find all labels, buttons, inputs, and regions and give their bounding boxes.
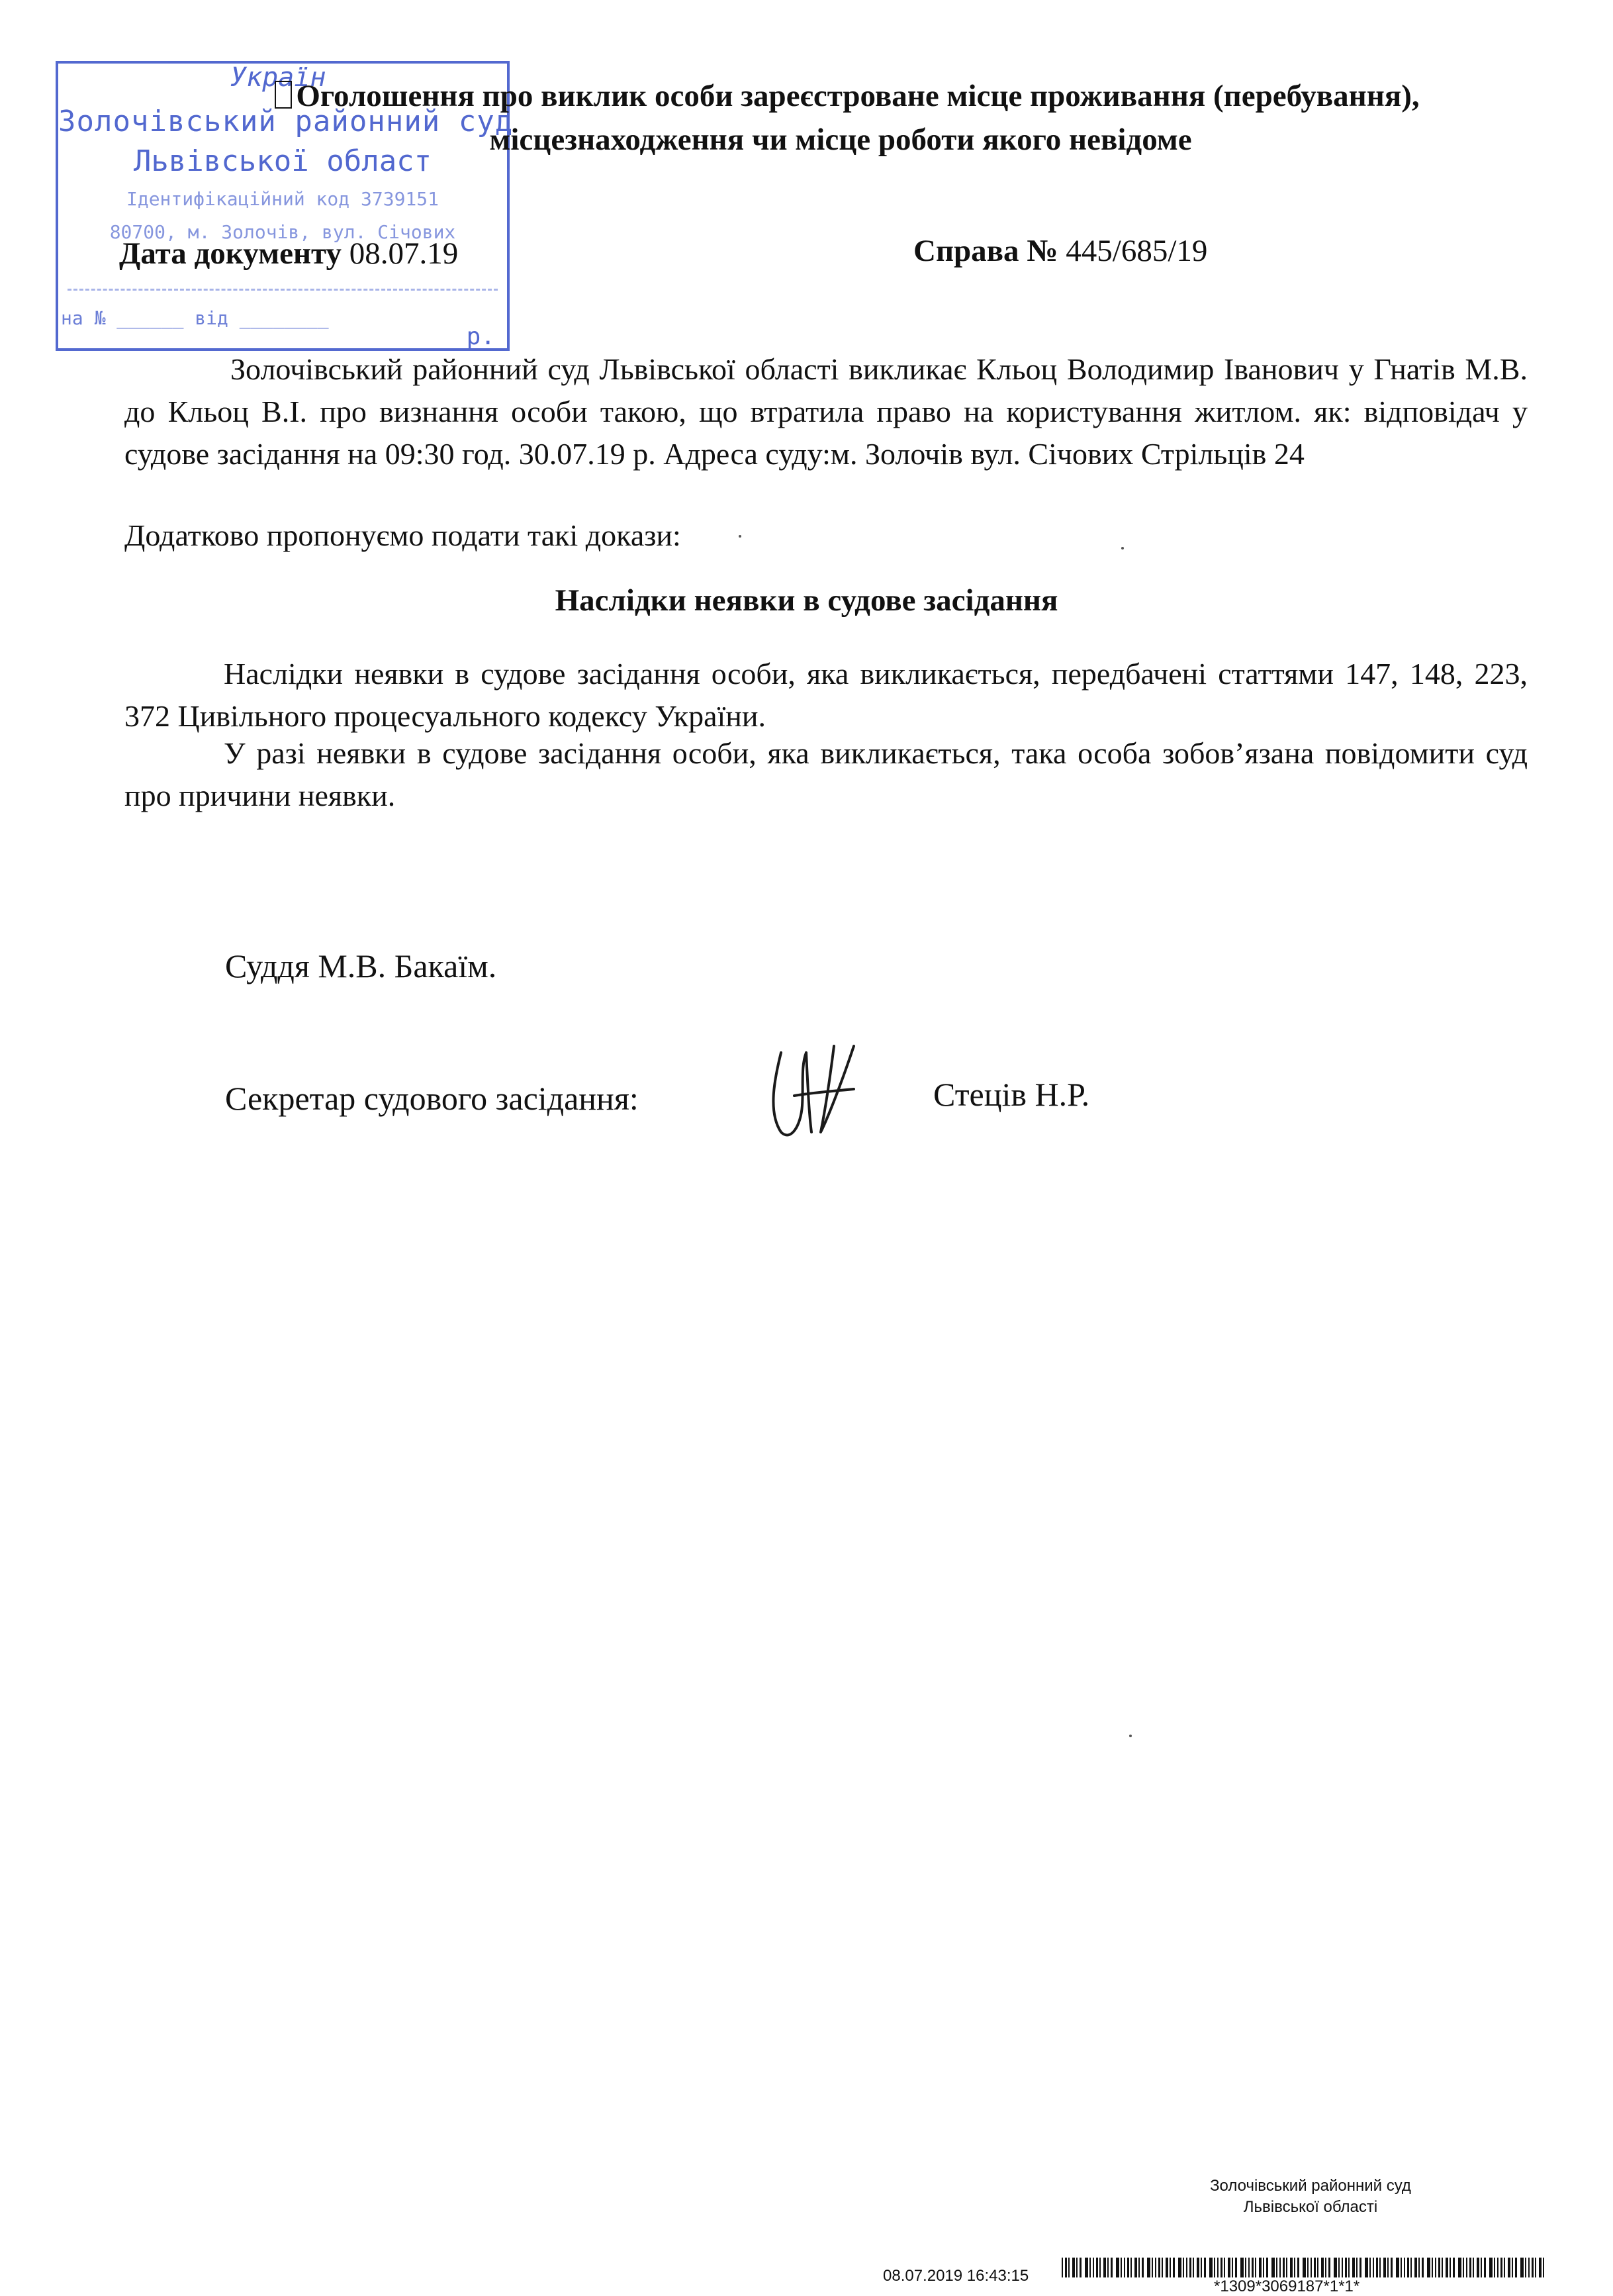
barcode-bar: [1528, 2258, 1530, 2277]
barcode-bar: [1376, 2258, 1378, 2277]
registration-timestamp: 08.07.2019 16:43:15: [883, 2267, 1029, 2285]
scan-speck: [1121, 547, 1124, 550]
barcode-bar: [1379, 2258, 1381, 2277]
barcode-bar: [1290, 2258, 1293, 2277]
barcode-bar: [1348, 2258, 1350, 2277]
barcode-bar: [1162, 2258, 1163, 2277]
barcode-bar: [1473, 2258, 1474, 2277]
barcode-bar: [1166, 2258, 1168, 2277]
barcode-bar: [1345, 2258, 1347, 2277]
barcode-bar: [1432, 2258, 1433, 2277]
barcode-bar: [1365, 2258, 1368, 2277]
barcode-bar: [1294, 2258, 1295, 2277]
barcode-bar: [1147, 2258, 1150, 2277]
barcode-bar: [1352, 2258, 1355, 2277]
barcode-bar: [1338, 2258, 1340, 2277]
barcode-bar: [1508, 2258, 1510, 2277]
footer-court-line-1: Золочівський районний суд: [1210, 2177, 1411, 2195]
barcode-bar: [1189, 2258, 1191, 2277]
barcode-bar: [1152, 2258, 1153, 2277]
barcode-bar: [1204, 2258, 1206, 2277]
barcode-bar: [1138, 2258, 1140, 2277]
scan-speck: [739, 535, 741, 538]
stamp-line-court: Золочівський районний суд: [58, 105, 514, 138]
judge-signature-line: Суддя М.В. Бакаїм.: [225, 947, 497, 984]
barcode-bar: [1201, 2258, 1202, 2277]
barcode-bar: [1235, 2258, 1237, 2277]
barcode-bar: [1525, 2258, 1526, 2277]
barcode-bar: [1266, 2258, 1268, 2277]
barcode-image: [1062, 2258, 1545, 2277]
barcode-bar: [1209, 2258, 1213, 2277]
barcode-bar: [1107, 2258, 1109, 2277]
title-line-1: Оголошення про виклик особи зареєстроване місце проживання (перебування),: [296, 79, 1420, 113]
barcode-bar: [1217, 2258, 1219, 2277]
consequences-paragraph: Наслідки неявки в судове засідання особи, яка викликається, передбачені статтями 147, 148, 223, 372 Цивільного процесуального кодексу України.: [124, 657, 1528, 733]
barcode-bar: [1520, 2258, 1524, 2277]
barcode-bar: [1121, 2258, 1122, 2277]
case-label: Справа №: [913, 234, 1058, 268]
barcode-bar: [1130, 2258, 1132, 2277]
barcode-bar: [1387, 2258, 1389, 2277]
barcode-bar: [1186, 2258, 1187, 2277]
barcode-bar: [1193, 2258, 1194, 2277]
barcode-bar: [1142, 2258, 1144, 2277]
barcode-bar: [1407, 2258, 1409, 2277]
barcode-bar: [1418, 2258, 1420, 2277]
barcode-bar: [1089, 2258, 1091, 2277]
barcode-bar: [1116, 2258, 1119, 2277]
barcode-bar: [1314, 2258, 1316, 2277]
barcode-bar: [1076, 2258, 1078, 2277]
barcode-bar: [1469, 2258, 1471, 2277]
barcode-bar: [1427, 2258, 1430, 2277]
barcode-bar: [1245, 2258, 1246, 2277]
barcode-bar: [1062, 2258, 1063, 2277]
barcode-bar: [1080, 2258, 1082, 2277]
barcode-bar: [1279, 2258, 1281, 2277]
handwritten-signature: [755, 1033, 874, 1145]
barcode-bar: [1158, 2258, 1160, 2277]
secretary-name: Стеців Н.Р.: [933, 1076, 1090, 1113]
barcode-bar: [1111, 2258, 1113, 2277]
barcode-bar: [1539, 2258, 1542, 2277]
barcode-bar: [1484, 2258, 1486, 2277]
summons-paragraph: Золочівський районний суд Львівської області викликає Кльоц Володимир Іванович у Гнатів М.В. до Кльоц В.І. про визнання особи такою, що втратила право на користування житлом. як: відповідач у судове засідання на 09:30 год. 30.07.19 р. Адреса суду:м. Золочів вул. Січових Стрільців 24: [124, 352, 1528, 471]
secretary-label: Секретар судового засідання:: [225, 1080, 639, 1117]
barcode-bar: [1532, 2258, 1534, 2277]
notice-paragraph: У разі неявки в судове засідання особи, яка викликається, така особа зобов’язана повідомити суд про причини неявки.: [124, 736, 1528, 812]
barcode-bar: [1173, 2258, 1175, 2277]
barcode-bar: [1453, 2258, 1455, 2277]
barcode-bar: [1263, 2258, 1264, 2277]
case-value: 445/685/19: [1066, 234, 1208, 268]
barcode-bar: [1360, 2258, 1361, 2277]
barcode-bar: [1446, 2258, 1448, 2277]
barcode-bar: [1224, 2258, 1225, 2277]
barcode-bar: [1255, 2258, 1256, 2277]
case-number: [913, 233, 1207, 269]
barcode-bar: [1325, 2258, 1326, 2277]
barcode-bar: [1068, 2258, 1070, 2277]
title-line-2: місцезнаходження чи місце роботи якого невідоме: [489, 122, 1192, 157]
date-label: Дата документу: [119, 236, 342, 271]
barcode-bar: [1317, 2258, 1318, 2277]
barcode-bar: [1442, 2258, 1443, 2277]
barcode-bar: [1535, 2258, 1536, 2277]
barcode-bar: [1085, 2258, 1088, 2277]
barcode-bar: [1450, 2258, 1451, 2277]
barcode-bar: [1458, 2258, 1461, 2277]
barcode-bar: [1383, 2258, 1386, 2277]
barcode-bar: [1396, 2258, 1399, 2277]
barcode-bar: [1124, 2258, 1125, 2277]
barcode-bar: [1072, 2258, 1075, 2277]
barcode-bar: [1065, 2258, 1067, 2277]
barcode-bar: [1410, 2258, 1412, 2277]
barcode-bar: [1183, 2258, 1184, 2277]
stamp-line-year: р.: [466, 323, 495, 350]
barcode-bar: [1276, 2258, 1277, 2277]
barcode-bar: [1504, 2258, 1505, 2277]
barcode-bar: [1271, 2258, 1275, 2277]
barcode-bar: [1214, 2258, 1215, 2277]
barcode-bar: [1103, 2258, 1106, 2277]
barcode-bar: [1422, 2258, 1424, 2277]
barcode-bar: [1328, 2258, 1330, 2277]
stamp-line-ref: на № ______ від ________: [61, 307, 329, 329]
barcode-bar: [1099, 2258, 1101, 2277]
barcode-bar: [1197, 2258, 1199, 2277]
barcode-bar: [1093, 2258, 1094, 2277]
barcode-bar: [1463, 2258, 1464, 2277]
barcode-bar: [1303, 2258, 1306, 2277]
barcode-bar: [1221, 2258, 1222, 2277]
stamp-line-region: Львівської област: [133, 144, 432, 178]
barcode-bar: [1369, 2258, 1371, 2277]
footer-court-line-2: Львівської області: [1243, 2198, 1378, 2216]
barcode-bar: [1401, 2258, 1402, 2277]
barcode-bar: [1356, 2258, 1358, 2277]
title-marker-icon: [275, 81, 292, 109]
barcode-bar: [1414, 2258, 1417, 2277]
barcode-bar: [1286, 2258, 1287, 2277]
barcode-bar: [1334, 2258, 1337, 2277]
barcode-bar: [1438, 2258, 1440, 2277]
stamp-line-country: Україн: [230, 62, 326, 93]
barcode-bar: [1435, 2258, 1436, 2277]
additional-evidence: Додатково пропонуємо подати такі докази:: [124, 518, 681, 552]
barcode-bar: [1481, 2258, 1482, 2277]
barcode-bar: [1232, 2258, 1233, 2277]
barcode-bar: [1134, 2258, 1137, 2277]
barcode-bar: [1252, 2258, 1254, 2277]
barcode-text: *1309*3069187*1*1*: [1214, 2277, 1360, 2295]
scan-speck: [1129, 1735, 1132, 1737]
barcode-bar: [1259, 2258, 1262, 2277]
barcode-bar: [1477, 2258, 1479, 2277]
barcode-bar: [1373, 2258, 1374, 2277]
stamp-line-address: 80700, м. Золочів, вул. Січових: [109, 221, 456, 243]
barcode-bar: [1240, 2258, 1244, 2277]
stamp-line-code: Ідентифікаційний код 3739151: [126, 188, 439, 210]
barcode-bar: [1512, 2258, 1513, 2277]
barcode-bar: [1311, 2258, 1312, 2277]
barcode-bar: [1497, 2258, 1498, 2277]
barcode-bar: [1500, 2258, 1502, 2277]
barcode-bar: [1248, 2258, 1250, 2277]
barcode-bar: [1178, 2258, 1181, 2277]
barcode-bar: [1391, 2258, 1393, 2277]
barcode-bar: [1466, 2258, 1467, 2277]
barcode-bar: [1155, 2258, 1156, 2277]
barcode-bar: [1489, 2258, 1493, 2277]
barcode-bar: [1297, 2258, 1299, 2277]
barcode-bar: [1127, 2258, 1129, 2277]
barcode-bar: [1543, 2258, 1544, 2277]
barcode-bar: [1342, 2258, 1343, 2277]
barcode-bar: [1404, 2258, 1405, 2277]
barcode-bar: [1307, 2258, 1309, 2277]
date-value: 08.07.19: [349, 236, 459, 271]
barcode-bar: [1494, 2258, 1495, 2277]
barcode-bar: [1515, 2258, 1517, 2277]
barcode-bar: [1170, 2258, 1171, 2277]
barcode-bar: [1321, 2258, 1324, 2277]
section-title: Наслідки неявки в судове засідання: [555, 583, 1058, 618]
barcode-bar: [1283, 2258, 1285, 2277]
barcode-bar: [1096, 2258, 1098, 2277]
document-title: [192, 74, 1502, 162]
stamp-divider: [68, 289, 498, 291]
document-date: [119, 236, 458, 271]
barcode-bar: [1228, 2258, 1230, 2277]
footer-court-name: [1125, 2176, 1496, 2218]
